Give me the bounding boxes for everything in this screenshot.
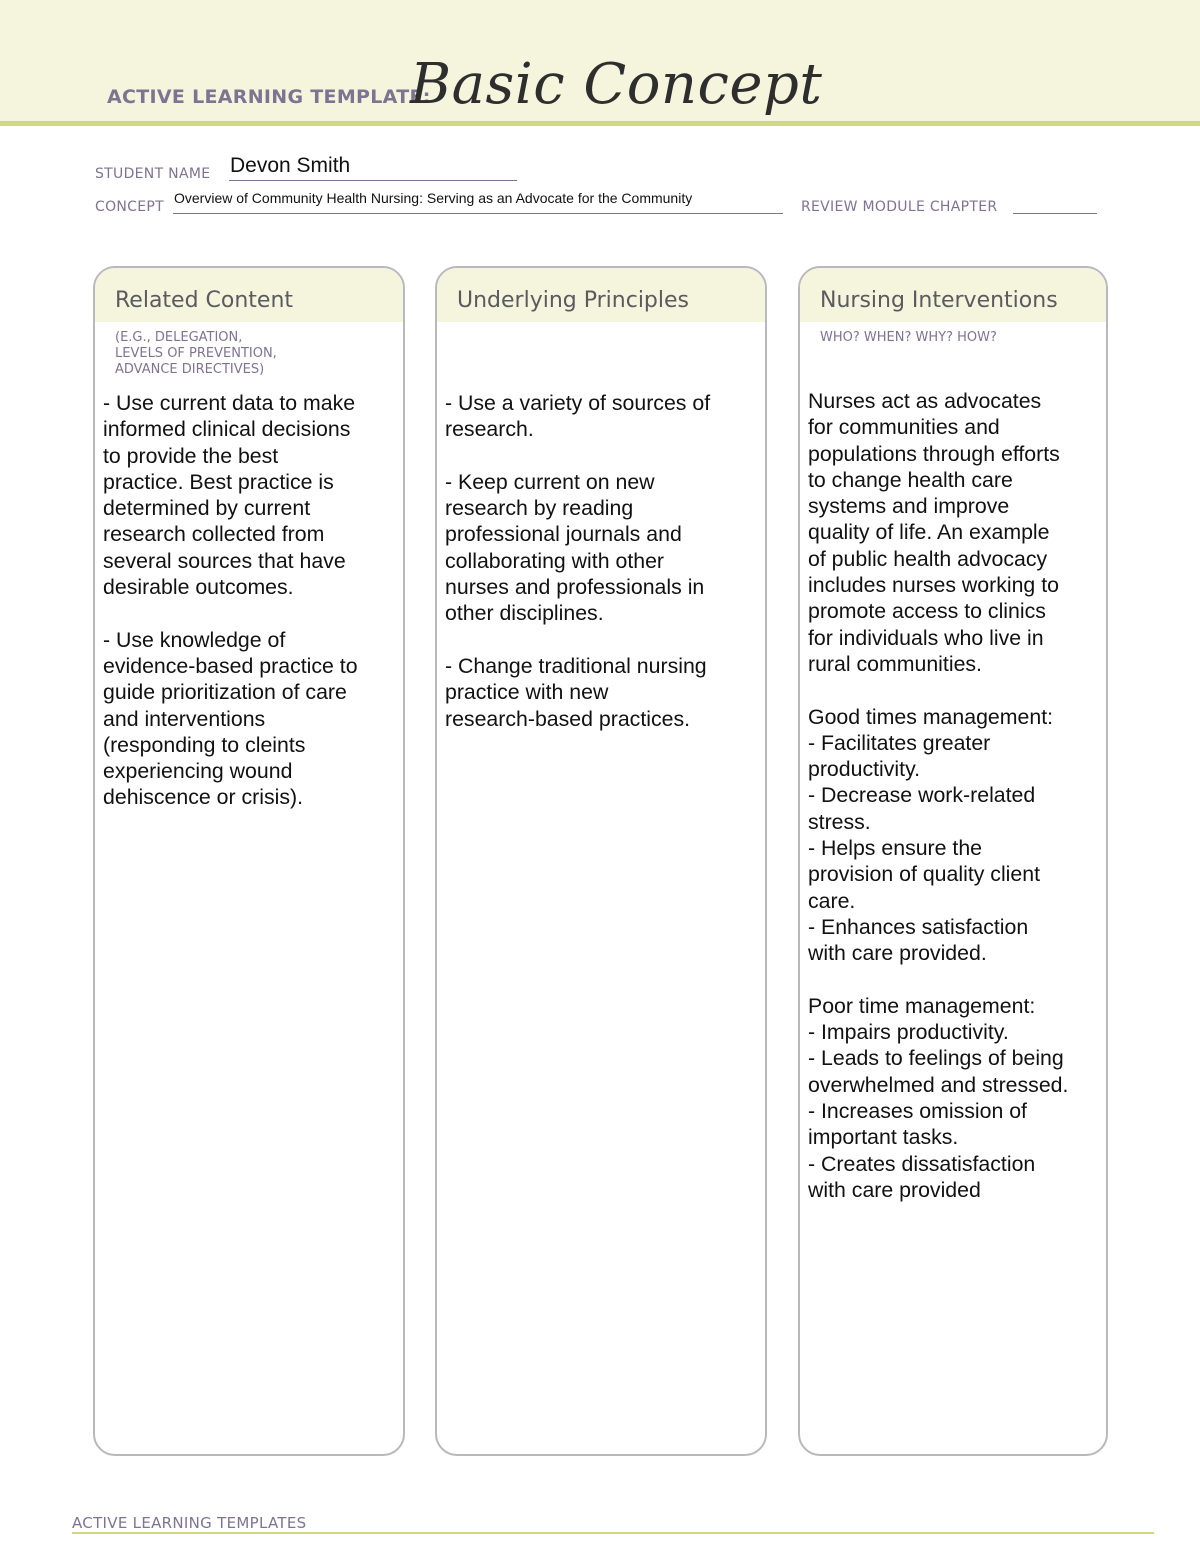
concept-label: CONCEPT <box>95 199 164 215</box>
template-title: Basic Concept <box>410 52 823 117</box>
nursing-interventions-card <box>798 266 1108 1456</box>
footer-label: ACTIVE LEARNING TEMPLATES <box>72 1514 307 1532</box>
student-name-field[interactable]: Devon Smith <box>230 154 351 177</box>
header-rule <box>0 121 1200 126</box>
card-subtitle: (E.G., DELEGATION, LEVELS OF PREVENTION, ADVANCE DIRECTIVES) <box>115 330 277 377</box>
review-module-label: REVIEW MODULE CHAPTER <box>801 199 998 215</box>
card-subtitle: WHO? WHEN? WHY? HOW? <box>820 330 997 345</box>
concept-underline <box>173 213 783 214</box>
nursing-interventions-text[interactable]: Nurses act as advocates for communities and populations through efforts to change health care systems and improve quality of life. An example of public health advocacy includes nurses working to promote access to clinics for individuals who live in rural communities. Good times management: - Facilitates greater productivity. - Decrease work-related stress. - Helps ensure the provision of quality client care. - Enhances satisfaction with care provided. Poor time management: - Impairs productivity. - Leads to feelings of being overwhelmed and stressed. - Increases omission of important tasks. - Creates dissatisfaction with care provided <box>808 389 1069 1202</box>
concept-field[interactable]: Overview of Community Health Nursing: Serving as an Advocate for the Community <box>174 190 693 206</box>
review-module-field[interactable] <box>1013 213 1097 214</box>
template-label: ACTIVE LEARNING TEMPLATE: <box>107 86 431 108</box>
related-content-text[interactable]: - Use current data to make informed clinical decisions to provide the best practice. Best practice is determined by current research collected from several sources that have desirable outcomes. - Use knowledge of evidence-based practice to guide prioritization of care and interventions (responding to cleints experiencing wound dehiscence or crisis). <box>103 391 358 810</box>
footer-rule <box>72 1532 1154 1534</box>
related-content-card <box>93 266 405 1456</box>
student-name-label: STUDENT NAME <box>95 166 211 182</box>
student-name-underline <box>229 180 517 181</box>
card-title: Underlying Principles <box>457 288 689 313</box>
card-title: Nursing Interventions <box>820 288 1058 313</box>
underlying-principles-card <box>435 266 767 1456</box>
underlying-principles-text[interactable]: - Use a variety of sources of research. - Keep current on new research by reading professional journals and collaborating with other nurses and professionals in other disciplines. - Change traditional nursing practice with new research-based practices. <box>445 391 711 731</box>
card-title: Related Content <box>115 288 294 313</box>
